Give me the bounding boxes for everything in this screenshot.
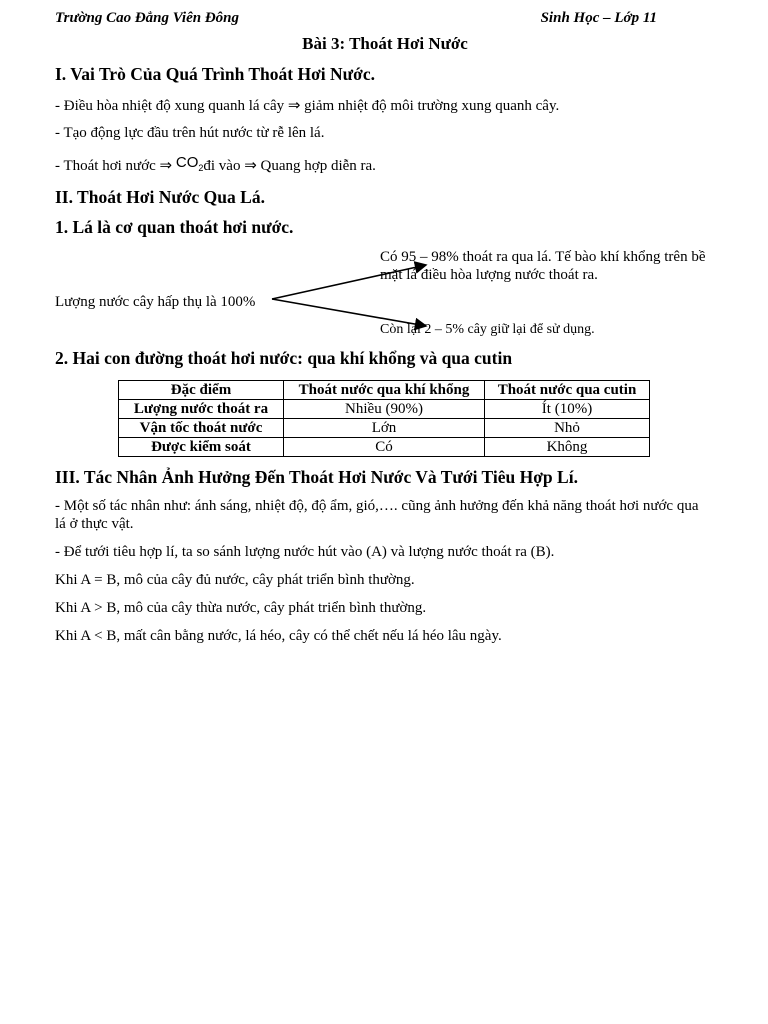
- section-2-sub-1: 1. Lá là cơ quan thoát hơi nước.: [55, 217, 294, 237]
- diagram-upper-text: Có 95 – 98% thoát ra qua lá. Tế bào khí khổng trên bề mặt lá điều hòa lượng nước thoát ra.: [380, 249, 706, 283]
- subject-grade: Sinh Học – Lớp 11: [540, 10, 657, 26]
- section-3-para-2: - Để tưới tiêu hợp lí, ta so sánh lượng nước hút vào (A) và lượng nước thoát ra (B).: [55, 544, 555, 560]
- section-1-line-1: - Điều hòa nhiệt độ xung quanh lá cây ⇒ giảm nhiệt độ môi trường xung quanh cây.: [55, 98, 560, 114]
- school-name: Trường Cao Đẳng Viên Đông: [55, 10, 240, 26]
- section-1-line-2: - Tạo động lực đầu trên hút nước từ rễ lên lá.: [55, 125, 325, 141]
- table-cell: Lớn: [284, 419, 485, 438]
- table-header-cell: Đặc điểm: [119, 381, 284, 400]
- section-2-heading: II. Thoát Hơi Nước Qua Lá.: [55, 187, 265, 207]
- table-cell: Nhiều (90%): [284, 400, 485, 419]
- table-header-cell: Thoát nước qua cutin: [485, 381, 650, 400]
- table-header-row: [119, 381, 650, 400]
- table-cell: Không: [485, 438, 650, 457]
- lesson-title: Bài 3: Thoát Hơi Nước: [302, 34, 468, 53]
- table-row: [119, 400, 650, 419]
- table-cell: Được kiểm soát: [119, 438, 284, 457]
- section-2-sub-2: 2. Hai con đường thoát hơi nước: qua khí khổng và qua cutin: [55, 348, 513, 368]
- table-cell: Có: [284, 438, 485, 457]
- table-cell: Vận tốc thoát nước: [119, 419, 284, 438]
- table-cell: Nhỏ: [485, 419, 650, 438]
- table-cell: Ít (10%): [485, 400, 650, 419]
- line-3-suffix: đi vào ⇒ Quang hợp diễn ra.: [203, 158, 376, 174]
- table-row: [119, 438, 650, 457]
- section-3-case-2: Khi A > B, mô của cây thừa nước, cây phát triển bình thường.: [55, 600, 427, 616]
- diagram-lower-text: Còn lại 2 – 5% cây giữ lại để sử dụng.: [380, 322, 595, 337]
- section-3-heading: III. Tác Nhân Ảnh Hưởng Đến Thoát Hơi Nước Và Tưới Tiêu Hợp Lí.: [55, 467, 578, 487]
- page-header: [55, 10, 657, 27]
- co2-formula: $CO_2$: [175, 154, 204, 173]
- table-cell: Lượng nước thoát ra: [119, 400, 284, 419]
- section-1-heading: I. Vai Trò Của Quá Trình Thoát Hơi Nước.: [55, 64, 376, 84]
- diagram-source-text: Lượng nước cây hấp thụ là 100%: [55, 294, 256, 310]
- section-3-case-3: Khi A < B, mất cân bằng nước, lá héo, cây có thể chết nếu lá héo lâu ngày.: [55, 628, 502, 644]
- section-3-para-1: - Một số tác nhân như: ánh sáng, nhiệt độ, độ ẩm, gió,…. cũng ảnh hưởng đến khả năng thoát hơi nước qua lá ở thực vật.: [55, 498, 699, 532]
- section-1-line-3: [55, 154, 376, 180]
- line-3-prefix: - Thoát hơi nước ⇒: [55, 158, 176, 174]
- comparison-table: [118, 380, 650, 457]
- section-3-case-1: Khi A = B, mô của cây đủ nước, cây phát triển bình thường.: [55, 572, 415, 588]
- table-header-cell: Thoát nước qua khí khổng: [284, 381, 485, 400]
- table-row: [119, 419, 650, 438]
